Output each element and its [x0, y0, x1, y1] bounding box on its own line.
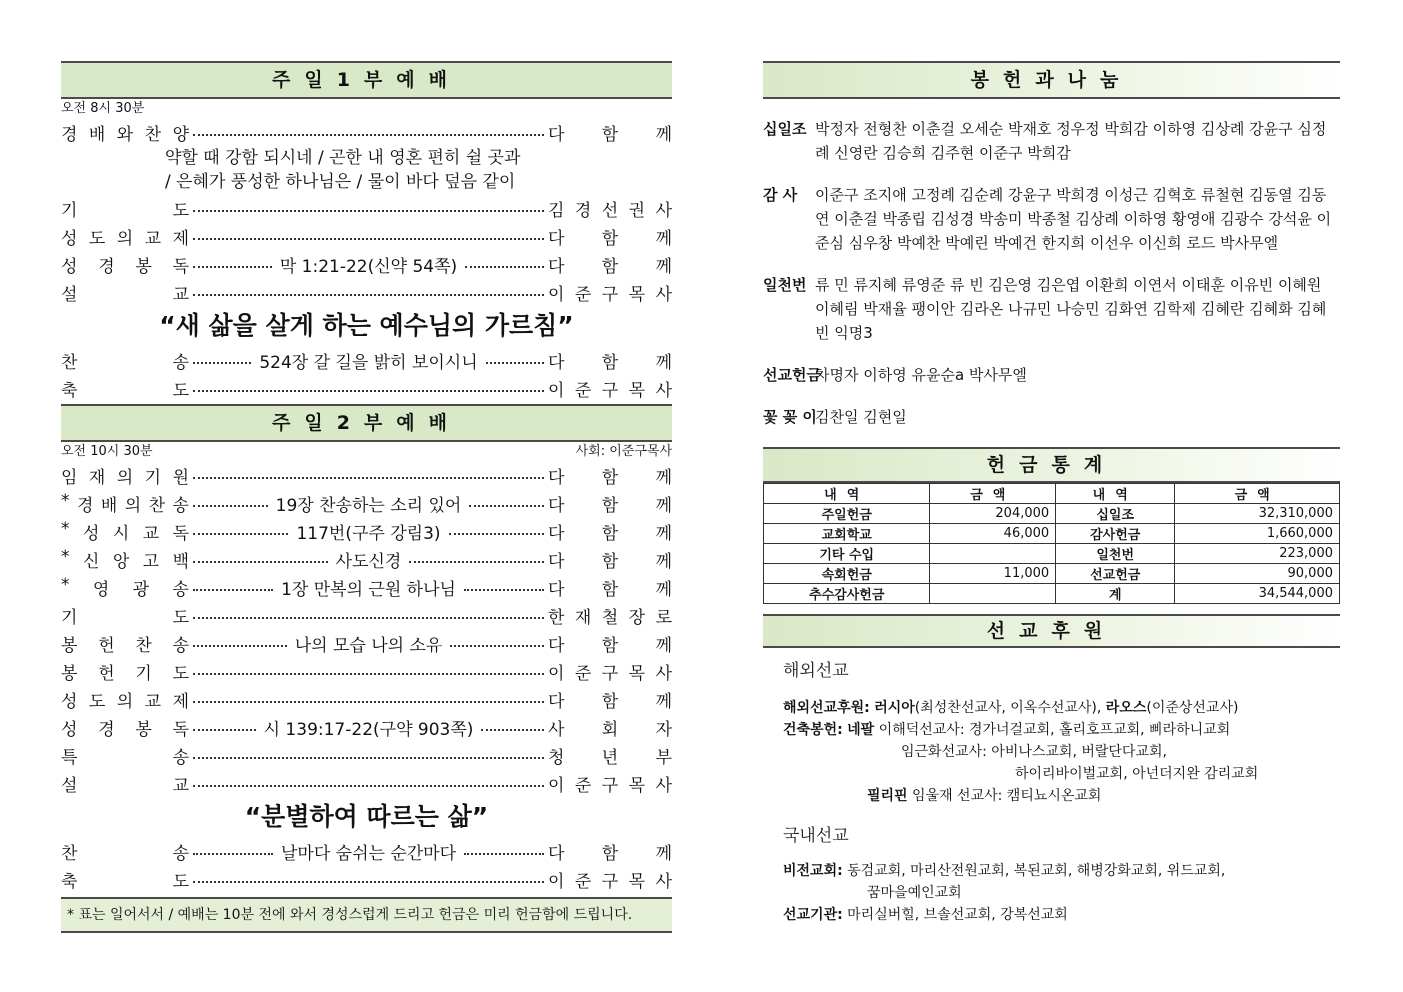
- table-cell: 주일헌금: [764, 504, 930, 524]
- hymn-line: 약할 때 강함 되시네 / 곤한 내 영혼 편히 쉴 곳과: [165, 148, 521, 168]
- order-row-reading: 성 경 봉 독 막 1:21-22(신약 54쪽) 다 함 께: [61, 256, 672, 277]
- order-row: 설 교 이 준 구 목 사: [61, 775, 672, 796]
- offering-group: 꽃 꽂 이 김찬일 김현일: [763, 408, 907, 426]
- offering-group: 선교헌금 차명자 이하영 유윤순a 박사무엘: [763, 366, 1027, 384]
- order-row-communion: 성 도 의 교 제 다 함 께: [61, 228, 672, 249]
- domestic-title: 국내선교: [783, 826, 849, 846]
- order-row-blessing: 축 도 이 준 구 목 사: [61, 380, 672, 401]
- overseas-line: 해외선교후원: 러시아(최성찬선교사, 이옥수선교사), 라오스(이준상선교사): [783, 700, 1239, 716]
- order-row: 봉 헌 찬 송 나의 모습 나의 소유 다 함 께: [61, 635, 672, 656]
- offering-stats-table: [763, 483, 1340, 604]
- service2-order-list: [61, 461, 672, 797]
- offering-group: 십일조 박정자 전형찬 이춘걸 오세순 박재호 정우정 박희감 이하영 김상례 강윤구 심정례 신영란 김승희 김주현 이준구 박희감: [763, 120, 1327, 162]
- service2-host: 사회: 이준구목사: [575, 444, 672, 459]
- overseas-title: 해외선교: [783, 661, 849, 681]
- offering-group: 일천번 류 민 류지혜 류영준 류 빈 김은영 김은엽 이환희 이연서 이태훈 이유빈 이혜원 이혜림 박재율 팽이안 김라온 나규민 나승민 김화연 김학제 김혜란 김혜화 김혜빈 익명3: [763, 276, 1327, 342]
- order-row: 축 도 이 준 구 목 사: [61, 871, 672, 892]
- order-row: * 영 광 송 1장 만복의 근원 하나님 다 함 께: [61, 574, 673, 600]
- build-line: 하이리바이벌교회, 아넌더지완 감리교회: [1015, 766, 1259, 782]
- service2-time: 오전 10시 30분 사회: 이준구목사: [61, 444, 672, 459]
- table-cell: 추수감사헌금: [764, 584, 930, 604]
- table-row: [764, 564, 1340, 584]
- table-cell: 기타 수입: [764, 544, 930, 564]
- order-row: * 성 시 교 독 117번(구주 강림3) 다 함 께: [61, 518, 673, 544]
- table-cell: 속회헌금: [764, 564, 930, 584]
- vision-line: 꿈마을예인교회: [867, 885, 962, 901]
- order-row: 성 경 봉 독 시 139:17-22(구약 903쪽) 사 회 자: [61, 719, 672, 740]
- table-cell: 11,000: [930, 564, 1056, 584]
- table-cell: 204,000: [930, 504, 1056, 524]
- table-cell: 90,000: [1175, 564, 1340, 584]
- offering-column: [763, 61, 1340, 926]
- phil-line: 필리핀 임울재 선교사: 캠티뇨시온교회: [867, 788, 1102, 804]
- org-line: 선교기관: 마리실버힐, 브솔선교회, 강복선교회: [783, 907, 1068, 923]
- order-row-hymn: 찬 송 524장 갈 길을 밝히 보이시니 다 함 께: [61, 352, 673, 373]
- order-row: 특 송 청 년 부: [61, 747, 672, 768]
- table-cell: 계: [1056, 584, 1175, 604]
- order-row-praise: 경 배 와 찬 양 다 함 께: [61, 124, 672, 145]
- table-row: [764, 584, 1340, 604]
- sermon-title: “새 삶을 살게 하는 예수님의 가르침”: [159, 311, 574, 340]
- footer-note: * 표는 일어서서 / 예배는 10분 전에 와서 경성스럽게 드리고 헌금은 미리 헌금함에 드립니다.: [61, 897, 672, 933]
- order-row: * 신 앙 고 백 사도신경 다 함 께: [61, 546, 673, 572]
- table-header: [764, 484, 1340, 504]
- table-header-cell: 내역: [764, 484, 930, 504]
- table-header-cell: 금액: [930, 484, 1056, 504]
- order-row: 성 도 의 교 제 다 함 께: [61, 691, 672, 712]
- table-cell: [930, 584, 1056, 604]
- table-cell: 1,660,000: [1175, 524, 1340, 544]
- table-row: [764, 504, 1340, 524]
- table-cell: 교회학교: [764, 524, 930, 544]
- build-line: 건축봉헌: 네팔 이해덕선교사: 경가너걸교회, 홀리호프교회, 삐라하니교회: [783, 722, 1231, 738]
- table-cell: 일천번: [1056, 544, 1175, 564]
- offering-group: 감 사 이준구 조지애 고정례 김순례 강윤구 박희경 이성근 김혁호 류철현 김동열 김동연 이춘걸 박종립 김성경 박송미 박종철 김상례 이하영 황영애 김광수 강석윤 이준심 심우창 박예찬 박예린 박예건 한지희 이선우 이신희 로드 박사무엘: [763, 186, 1332, 252]
- table-cell: 선교헌금: [1056, 564, 1175, 584]
- table-cell: 감사헌금: [1056, 524, 1175, 544]
- service1-title: 주일1부예배: [61, 61, 672, 99]
- table-header-cell: 내역: [1056, 484, 1175, 504]
- offering-title: 봉헌과나눔: [763, 61, 1340, 99]
- hymn-line: / 은혜가 풍성한 하나님은 / 물이 바다 덮음 같이: [165, 172, 516, 192]
- service2-end-list: [61, 837, 672, 893]
- order-row: 봉 헌 기 도 이 준 구 목 사: [61, 663, 672, 684]
- order-row-sermon: 설 교 이 준 구 목 사: [61, 284, 672, 305]
- table-cell: 32,310,000: [1175, 504, 1340, 524]
- table-cell: [930, 544, 1056, 564]
- worship-order-column: [61, 61, 672, 933]
- stats-title: 헌금통계: [763, 447, 1340, 483]
- sermon-title: “분별하여 따르는 삶”: [244, 802, 489, 831]
- order-row-prayer: 기 도 김 경 선 권 사: [61, 200, 672, 221]
- order-row: 임 재 의 기 원 다 함 께: [61, 467, 672, 488]
- table-cell: 십일조: [1056, 504, 1175, 524]
- offering-groups: [763, 117, 1340, 429]
- table-cell: 34,544,000: [1175, 584, 1340, 604]
- service1-time: 오전 8시 30분: [61, 101, 145, 116]
- order-row: 기 도 한 재 철 장 로: [61, 607, 672, 628]
- missions-title: 선교후원: [763, 614, 1340, 648]
- table-row: [764, 544, 1340, 564]
- service2-title: 주일2부예배: [61, 404, 672, 442]
- build-line: 임근화선교사: 아비나스교회, 버랄단다교회,: [901, 744, 1167, 760]
- table-cell: 46,000: [930, 524, 1056, 544]
- order-row: 찬 송 날마다 숨쉬는 순간마다 다 함 께: [61, 843, 672, 864]
- order-row: * 경 배 의 찬 송 19장 찬송하는 소리 있어 다 함 께: [61, 490, 672, 516]
- table-row: [764, 524, 1340, 544]
- vision-line: 비전교회: 동검교회, 마리산전원교회, 복된교회, 해병강화교회, 위드교회,: [783, 863, 1226, 879]
- table-header-cell: 금액: [1175, 484, 1340, 504]
- table-cell: 223,000: [1175, 544, 1340, 564]
